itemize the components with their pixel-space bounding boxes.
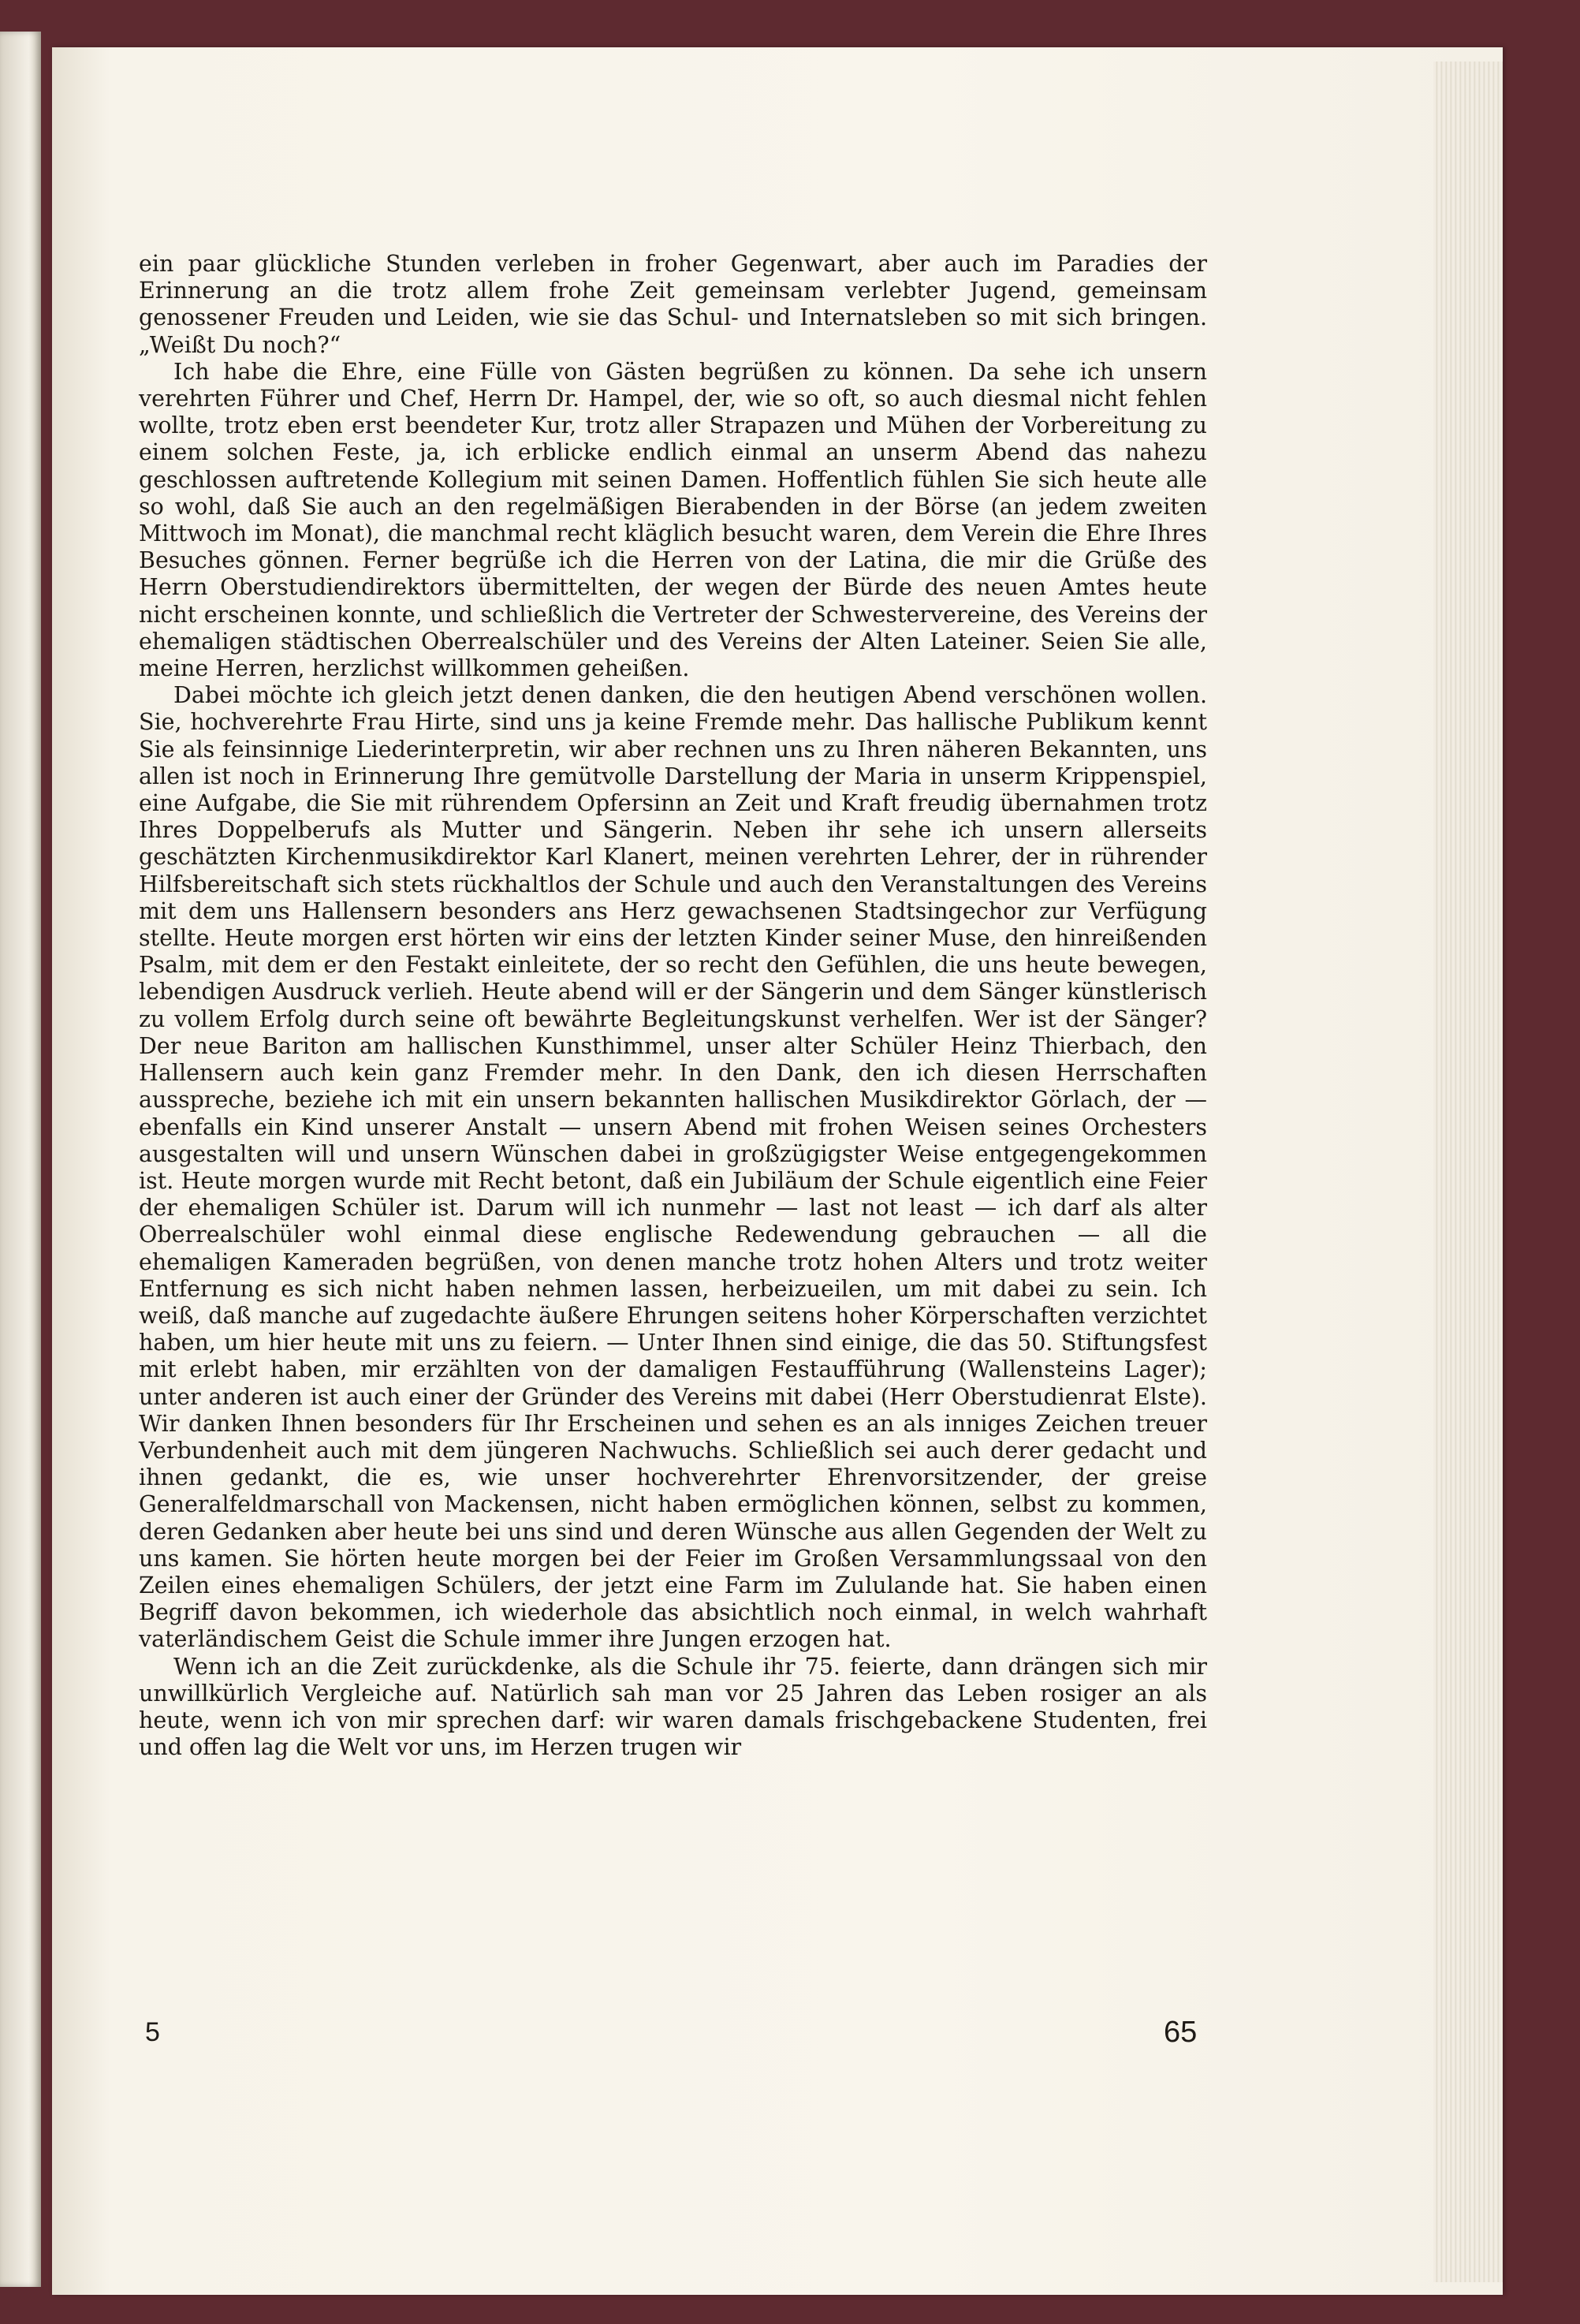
signature-mark: 5 [145,2017,160,2047]
left-page-edge [0,32,41,2287]
paragraph: ein paar glückliche Stunden verleben in froher Gegenwart, aber auch im Paradies der Erinnerung an die trotz allem frohe Zeit gemeinsam verlebter Jugend, gemeinsam genossener Freuden und Leiden, wie sie das Schul- und Internatsleben so mit sich bringen. „Weißt Du noch?“ [139,251,1207,358]
page-number: 65 [1164,2016,1198,2049]
body-text [139,251,1207,1915]
paragraph: Wenn ich an die Zeit zurückdenke, als die Schule ihr 75. feierte, dann drängen sich mir unwillkürlich Vergleiche auf. Natürlich sah man vor 25 Jahren das Leben rosiger an als heute, wenn ich von mir sprechen darf: wir waren damals frischgebackene Studenten, frei und offen lag die Welt vor uns, im Herzen trugen wir [139,1653,1207,1761]
page-stack-edge [1433,62,1503,2282]
paragraph: Ich habe die Ehre, eine Fülle von Gästen begrüßen zu können. Da sehe ich unsern verehrten Führer und Chef, Herrn Dr. Hampel, der, wie so oft, so auch diesmal nicht fehlen wollte, trotz eben erst beendeter Kur, trotz aller Strapazen und Mühen der Vorbereitung zu einem solchen Feste, ja, ich erblicke endlich einmal an unserm Abend das nahezu geschlossen auftretende Kollegium mit seinen Damen. Hoffentlich fühlen Sie sich heute alle so wohl, daß Sie auch an den regelmäßigen Bierabenden in der Börse (an jedem zweiten Mittwoch im Monat), die manchmal recht kläglich besucht waren, dem Verein die Ehre Ihres Besuches gönnen. Ferner begrüße ich die Herren von der Latina, die mir die Grüße des Herrn Oberstudiendirektors übermittelten, der wegen der Bürde des neuen Amtes heute nicht erscheinen konnte, und schließlich die Vertreter der Schwestervereine, des Vereins der ehemaligen städtischen Oberrealschüler und des Vereins der Alten Lateiner. Seien Sie alle, meine Herren, herzlichst willkommen geheißen. [139,358,1207,682]
paragraph: Dabei möchte ich gleich jetzt denen danken, die den heutigen Abend verschönen wollen. Sie, hochverehrte Frau Hirte, sind uns ja keine Fremde mehr. Das hallische Publikum kennt Sie als feinsinnige Liederinterpretin, wir aber rechnen uns zu Ihren näheren Bekannten, uns allen ist noch in Erinnerung Ihre gemütvolle Darstellung der Maria in unserm Krippenspiel, eine Aufgabe, die Sie mit rührendem Opfersinn an Zeit und Kraft freudig übernahmen trotz Ihres Doppelberufs als Mutter und Sängerin. Neben ihr sehe ich unsern allerseits geschätzten Kirchenmusikdirektor Karl Klanert, meinen verehrten Lehrer, der in rührender Hilfsbereitschaft sich stets rückhaltlos der Schule und auch den Veranstaltungen des Vereins mit dem uns Hallensern besonders ans Herz gewachsenen Stadtsingechor zur Verfügung stellte. Heute morgen erst hörten wir eins der letzten Kinder seiner Muse, den hinreißenden Psalm, mit dem er den Festakt einleitete, der so recht den Gefühlen, die uns heute bewegen, lebendigen Ausdruck verlieh. Heute abend will er der Sängerin und dem Sänger künstlerisch zu vollem Erfolg durch seine oft bewährte Begleitungskunst verhelfen. Wer ist der Sänger? Der neue Bariton am hallischen Kunsthimmel, unser alter Schüler Heinz Thierbach, den Hallensern auch kein ganz Fremder mehr. In den Dank, den ich diesen Herrschaften ausspreche, beziehe ich mit ein unsern bekannten hallischen Musikdirektor Görlach, der — ebenfalls ein Kind unserer Anstalt — unsern Abend mit frohen Weisen seines Orchesters ausgestalten will und unsern Wünschen dabei in großzügigster Weise entgegengekommen ist. Heute morgen wurde mit Recht betont, daß ein Jubiläum der Schule eigentlich eine Feier der ehemaligen Schüler ist. Darum will ich nunmehr — last not least — ich darf als alter Oberrealschüler wohl einmal diese englische Redewendung gebrauchen — all die ehemaligen Kameraden begrüßen, von denen manche trotz hohen Alters und trotz weiter Entfernung es sich nicht haben nehmen lassen, herbeizueilen, um mit dabei zu sein. Ich weiß, daß manche auf zugedachte äußere Ehrungen seitens hoher Körperschaften verzichtet haben, um hier heute mit uns zu feiern. — Unter Ihnen sind einige, die das 50. Stiftungsfest mit erlebt haben, mir erzählten von der damaligen Festaufführung (Wallensteins Lager); unter anderen ist auch einer der Gründer des Vereins mit dabei (Herr Oberstudienrat Elste). Wir danken Ihnen besonders für Ihr Erscheinen und sehen es an als inniges Zeichen treuer Verbundenheit auch mit dem jüngeren Nachwuchs. Schließlich sei auch derer gedacht und ihnen gedankt, die es, wie unser hochverehrter Ehrenvorsitzender, der greise Generalfeldmarschall von Mackensen, nicht haben ermöglichen können, selbst zu kommen, deren Gedanken aber heute bei uns sind und deren Wünsche aus allen Gegenden der Welt zu uns kamen. Sie hörten heute morgen bei der Feier im Großen Versammlungssaal von den Zeilen eines ehemaligen Schülers, der jetzt eine Farm im Zululande hat. Sie haben einen Begriff davon bekommen, ich wiederhole das absichtlich noch einmal, in welch wahrhaft vaterländischem Geist die Schule immer ihre Jungen erzogen hat. [139,682,1207,1653]
